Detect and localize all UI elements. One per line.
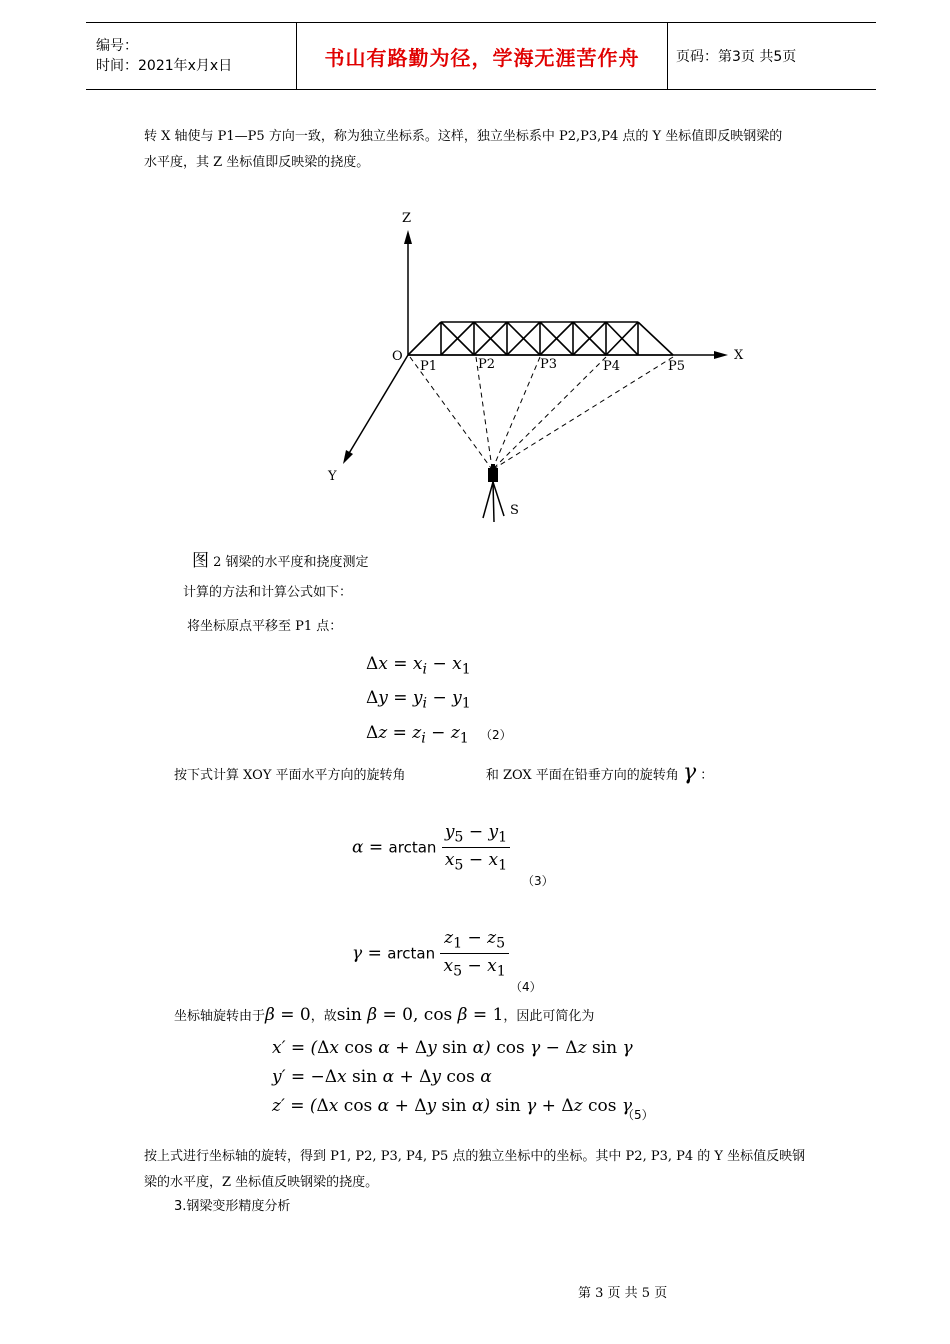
section-heading: 3.钢梁变形精度分析 — [174, 1199, 291, 1214]
header-page-label: 页码：第3页 共5页 — [668, 23, 877, 90]
figure-caption — [192, 546, 369, 571]
sight-lines — [410, 357, 673, 468]
truss-diagram — [318, 200, 758, 530]
truss — [408, 322, 673, 355]
equation-5-number: （5） — [622, 1108, 654, 1122]
y-axis-label: Y — [328, 469, 337, 484]
z-axis-arrow — [404, 230, 412, 244]
equation-5: x′ = (Δx cos α + Δy sin α) cos γ − Δz sin γ y′ = −Δx sin α + Δy cos α z′ = (Δx cos α + Δy sin α) sin γ + Δz cos γ — [272, 1038, 633, 1116]
equation-4: γ = arctan $\frac{z_1 - z_5}{x_5 - x_1}$ — [352, 928, 509, 980]
page-footer: 第 3 页 共 5 页 — [578, 1286, 668, 1301]
equation-3: α = arctan $\frac{y_5 - y_1}{x_5 - x_1}$ — [352, 822, 510, 874]
after-paragraph — [144, 1144, 834, 1196]
y-axis — [348, 355, 408, 455]
point-label-p4: P4 — [603, 359, 621, 374]
instrument-icon — [483, 464, 504, 522]
x-axis-label: X — [734, 348, 744, 363]
z-axis-label: Z — [402, 211, 412, 226]
rotation-text-b: 和 ZOX 平面在铅垂方向的旋转角 — [485, 768, 679, 783]
header-left — [86, 23, 297, 90]
header-motto: 书山有路勤为径，学海无涯苦作舟 — [297, 23, 668, 90]
beta-text-b: ，故 — [310, 1009, 337, 1024]
doc-time-label: 时间：2021年x月x日 — [96, 58, 233, 74]
caption-fig: 图 — [192, 551, 209, 571]
page-header — [86, 22, 876, 90]
after-line-1: 按上式进行坐标轴的旋转，得到 P1, P2, P3, P4, P5 点的独立坐标中的坐标。其中 P2, P3, P4 的 Y 坐标值反映钢 — [144, 1149, 806, 1164]
beta-text-a: 坐标轴旋转由于 — [174, 1009, 266, 1024]
beta-text-c: ，因此可简化为 — [503, 1009, 595, 1024]
point-label-p1: P1 — [420, 359, 438, 374]
point-label-p3: P3 — [540, 357, 558, 372]
origin-label: O — [392, 349, 403, 364]
intro-line-2: 水平度，其 Z 坐标值即反映梁的挠度。 — [144, 155, 370, 170]
equation-2: $\Delta x = x_i - x_1$ $\Delta y = y_i - y_1$ $\Delta z = z_i - z_1$ — [366, 654, 471, 747]
y-axis-arrow — [343, 450, 353, 464]
rotation-text: 按下式计算 XOY 平面水平方向的旋转角 和 ZOX 平面在铅垂方向的旋转角 γ ： — [174, 760, 714, 785]
intro-line-1: 转 X 轴使与 P1—P5 方向一致，称为独立坐标系。这样，独立坐标系中 P2,P3,P4 点的 Y 坐标值即反映钢梁的 — [144, 129, 783, 144]
equation-2-number: （2） — [480, 728, 512, 742]
point-label-p5: P5 — [668, 359, 686, 374]
point-label-p2: P2 — [478, 357, 496, 372]
doc-number-label: 编号： — [96, 38, 138, 54]
beta-text: 坐标轴旋转由于β = 0，故sin β = 0, cos β = 1，因此可简化为 — [174, 1005, 595, 1025]
equation-4-number: （4） — [510, 980, 542, 994]
rotation-text-a: 按下式计算 XOY 平面水平方向的旋转角 — [174, 768, 406, 783]
method-text: 计算的方法和计算公式如下： — [183, 585, 353, 600]
equation-3-number: （3） — [522, 874, 554, 888]
intro-paragraph — [144, 124, 834, 176]
rotation-text-end: ： — [700, 768, 714, 783]
caption-rest: 2 钢梁的水平度和挠度测定 — [213, 555, 369, 570]
station-label: S — [510, 503, 519, 518]
translate-text: 将坐标原点平移至 P1 点： — [187, 619, 343, 634]
x-axis-arrow — [714, 351, 728, 359]
after-line-2: 梁的水平度，Z 坐标值反映钢梁的挠度。 — [144, 1175, 379, 1190]
